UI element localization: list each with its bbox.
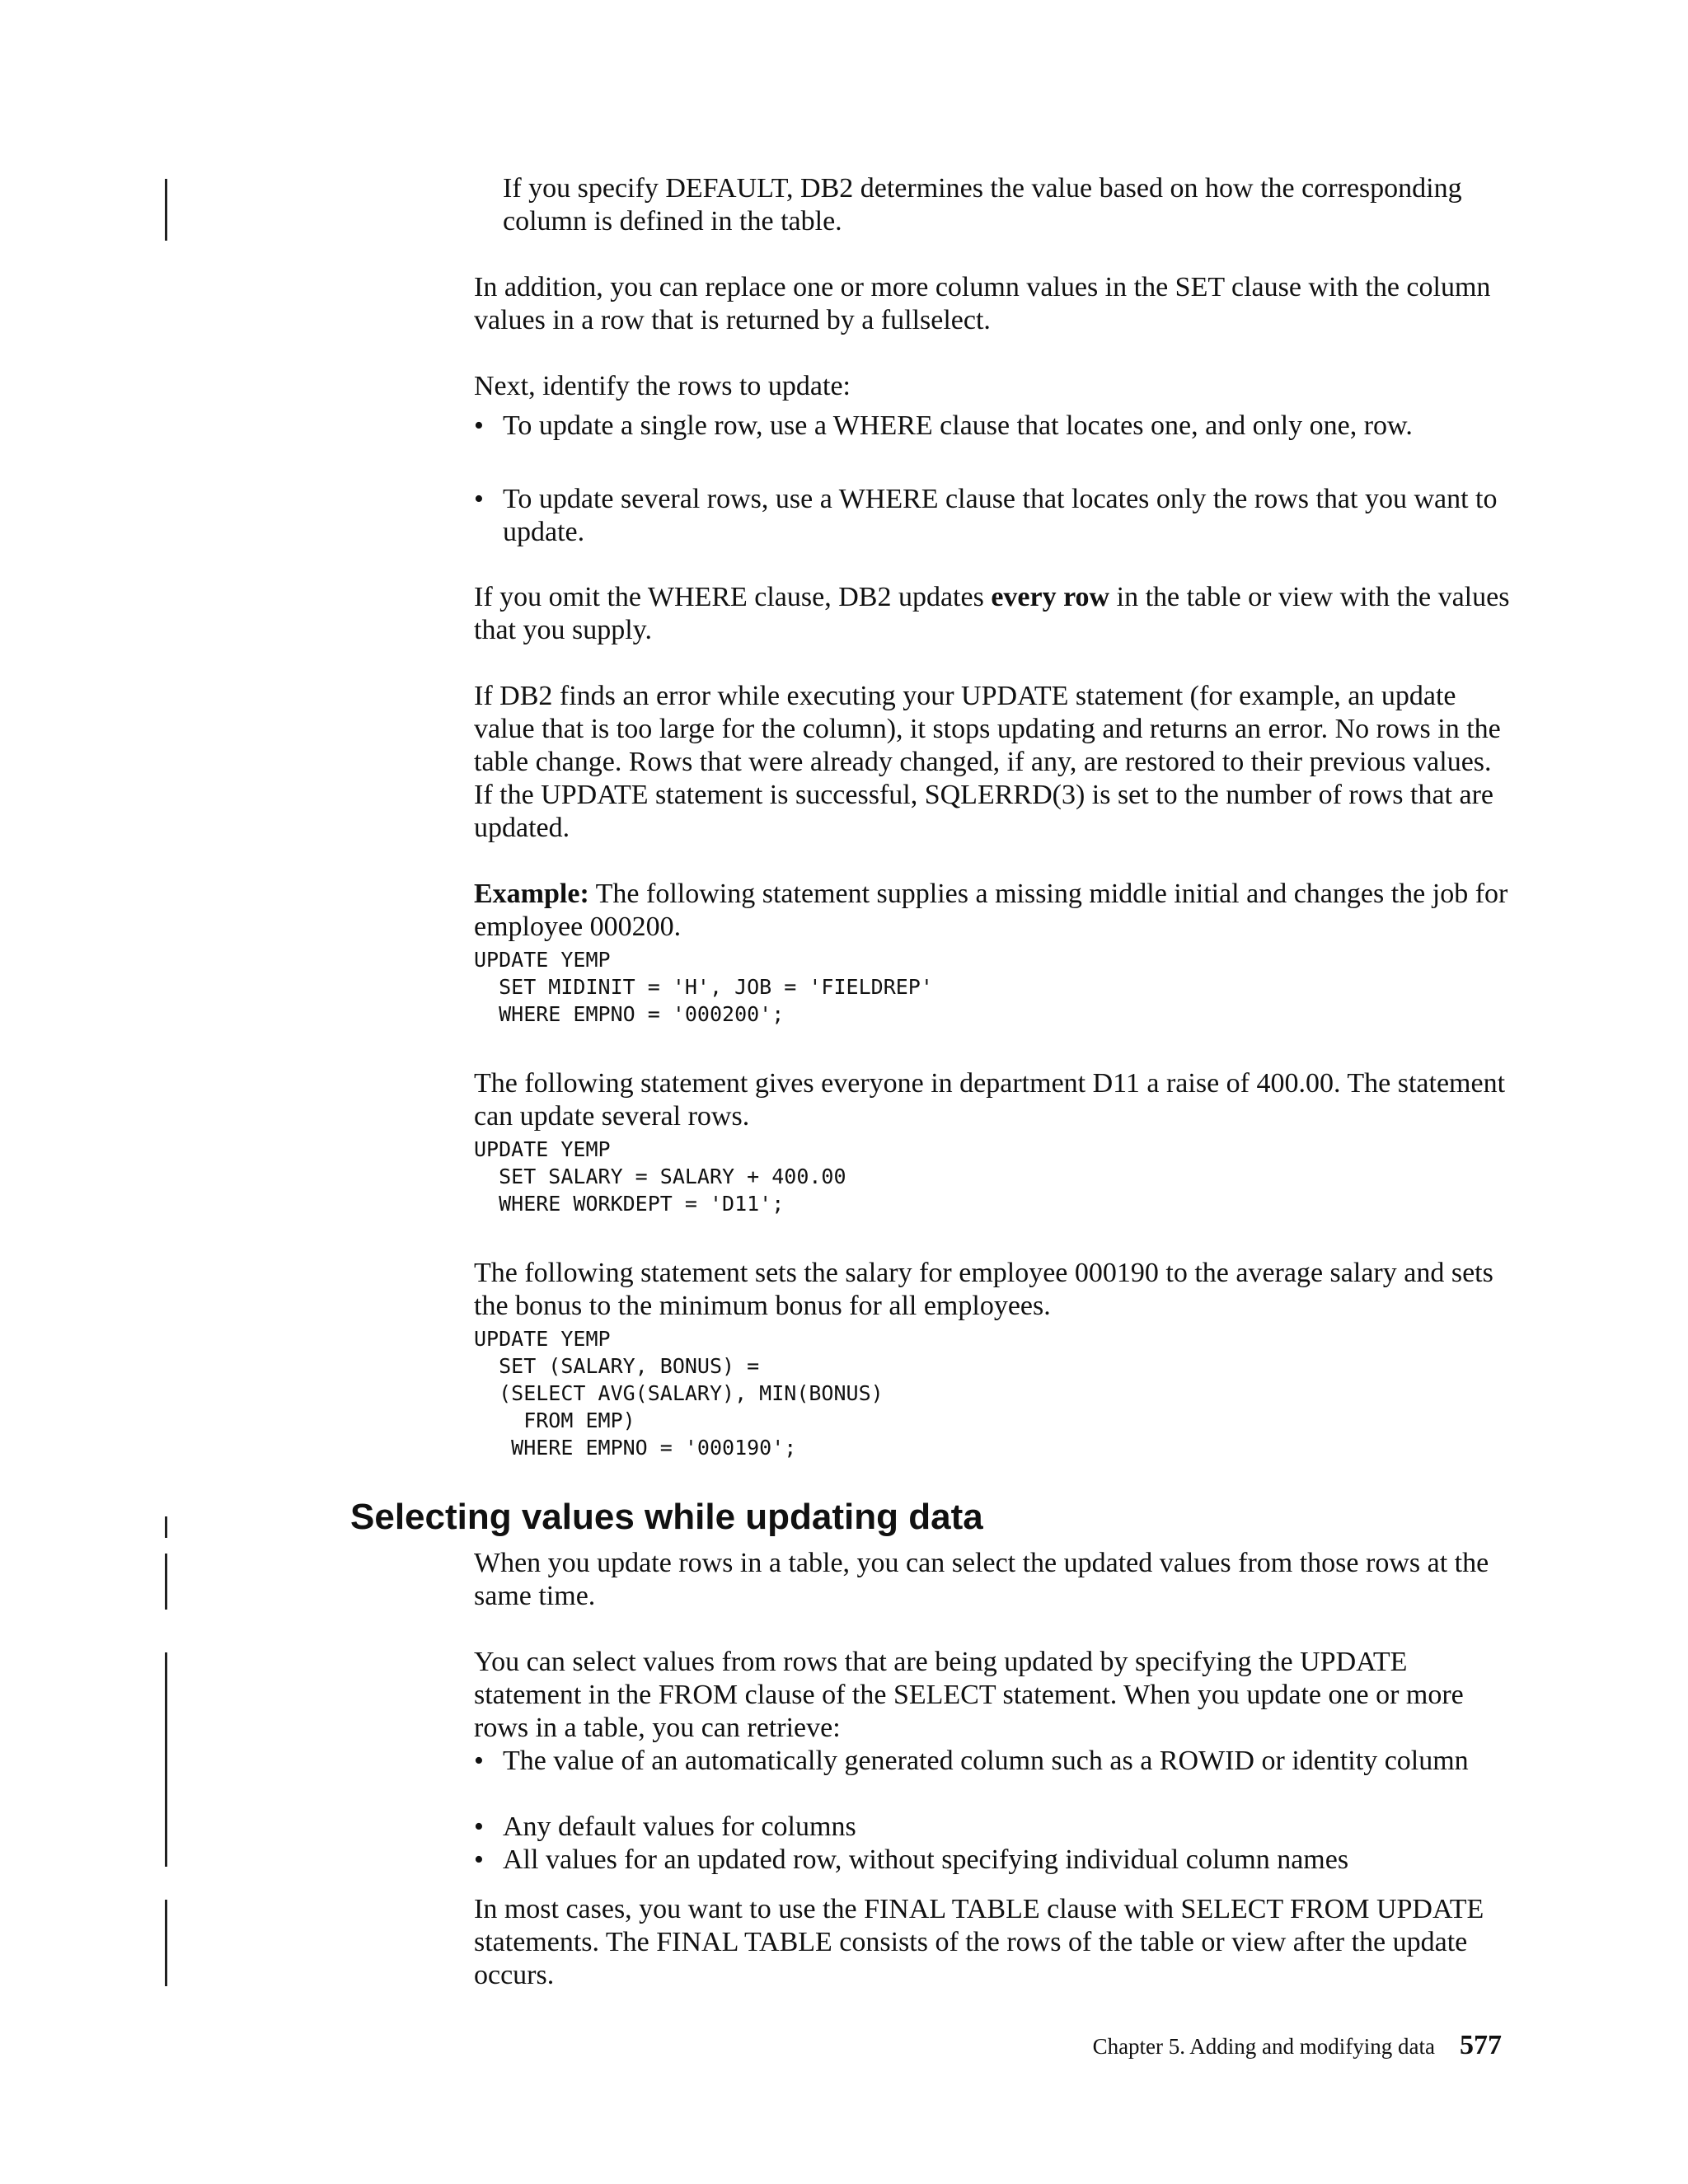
change-bar [165,1554,167,1610]
bullet-glyph: • [474,484,484,514]
code-block-1: UPDATE YEMP SET MIDINIT = 'H', JOB = 'FIELDREP' WHERE EMPNO = '000200'; [474,948,933,1026]
final-table-paragraph: In most cases, you want to use the FINAL TABLE clause with SELECT FROM UPDATE statements. The FINAL TABLE consists of the rows of the table or view after the update occurs. [474,1894,1484,1990]
omit-where-text-2: in the table or view with the values that you supply. [474,582,1510,645]
list-item-text: To update several rows, use a WHERE clause that locates only the rows that you want to update. [503,484,1498,547]
chapter-title: Chapter 5. Adding and modifying data [1092,2034,1435,2059]
bullet-glyph: • [474,1844,484,1875]
code-block-3: UPDATE YEMP SET (SALARY, BONUS) = (SELECT AVG(SALARY), MIN(BONUS) FROM EMP) WHERE EMPNO = '000190'; [474,1327,884,1460]
section-heading: Selecting values while updating data [350,1497,983,1537]
list-item-text: The value of an automatically generated column such as a ROWID or identity column [503,1746,1469,1776]
list-item-text: To update a single row, use a WHERE clause that locates one, and only one, row. [503,410,1413,441]
change-bar [165,1652,167,1867]
every-row-emphasis: every row [991,582,1110,612]
fullselect-paragraph: In addition, you can replace one or more column values in the SET clause with the column values in a row that is returned by a fullselect. [474,272,1491,335]
change-bar [165,179,167,241]
code-block-2: UPDATE YEMP SET SALARY = SALARY + 400.00 WHERE WORKDEPT = 'D11'; [474,1137,846,1216]
bullet-glyph: • [474,410,484,441]
retrieve-paragraph: You can select values from rows that are being updated by specifying the UPDATE statement in the FROM clause of the SELECT statement. When you update one or more rows in a table, you can retrieve: [474,1647,1464,1743]
select-updated-paragraph: When you update rows in a table, you can select the updated values from those rows at the same time. [474,1548,1489,1611]
default-paragraph: If you specify DEFAULT, DB2 determines the value based on how the corresponding column is defined in the table. [503,173,1462,237]
identify-rows-paragraph: Next, identify the rows to update: [474,371,851,401]
omit-where-paragraph [474,581,1512,647]
list-item [474,410,1512,443]
list-item-text: All values for an updated row, without specifying individual column names [503,1844,1349,1875]
bullet-glyph: • [474,1746,484,1776]
list-item [474,1811,1512,1844]
change-bar [165,1516,167,1538]
avg-salary-paragraph: The following statement sets the salary for employee 000190 to the average salary and sets the bonus to the minimum bonus for all employees. [474,1258,1493,1321]
list-item [474,1844,1512,1877]
page-number: 577 [1460,2030,1502,2060]
page-footer [1093,2029,1502,2063]
bullet-glyph: • [474,1811,484,1842]
error-paragraph: If DB2 finds an error while executing your UPDATE statement (for example, an update value that is too large for the column), it stops updating and returns an error. No rows in the table change. Rows that were already changed, if any, are restored to their previous values. If the UPDATE statement is successful, SQLERRD(3) is set to the number of rows that are updated. [474,681,1501,843]
list-item [474,1745,1512,1778]
example-paragraph [474,878,1512,944]
example-text: The following statement supplies a missing middle initial and changes the job for employee 000200. [474,879,1508,942]
example-label: Example: [474,879,589,909]
list-item [474,483,1512,549]
change-bar [165,1900,167,1986]
omit-where-text-1: If you omit the WHERE clause, DB2 updates [474,582,992,612]
list-item-text: Any default values for columns [503,1811,856,1842]
raise-paragraph: The following statement gives everyone in department D11 a raise of 400.00. The statement can update several rows. [474,1068,1506,1132]
